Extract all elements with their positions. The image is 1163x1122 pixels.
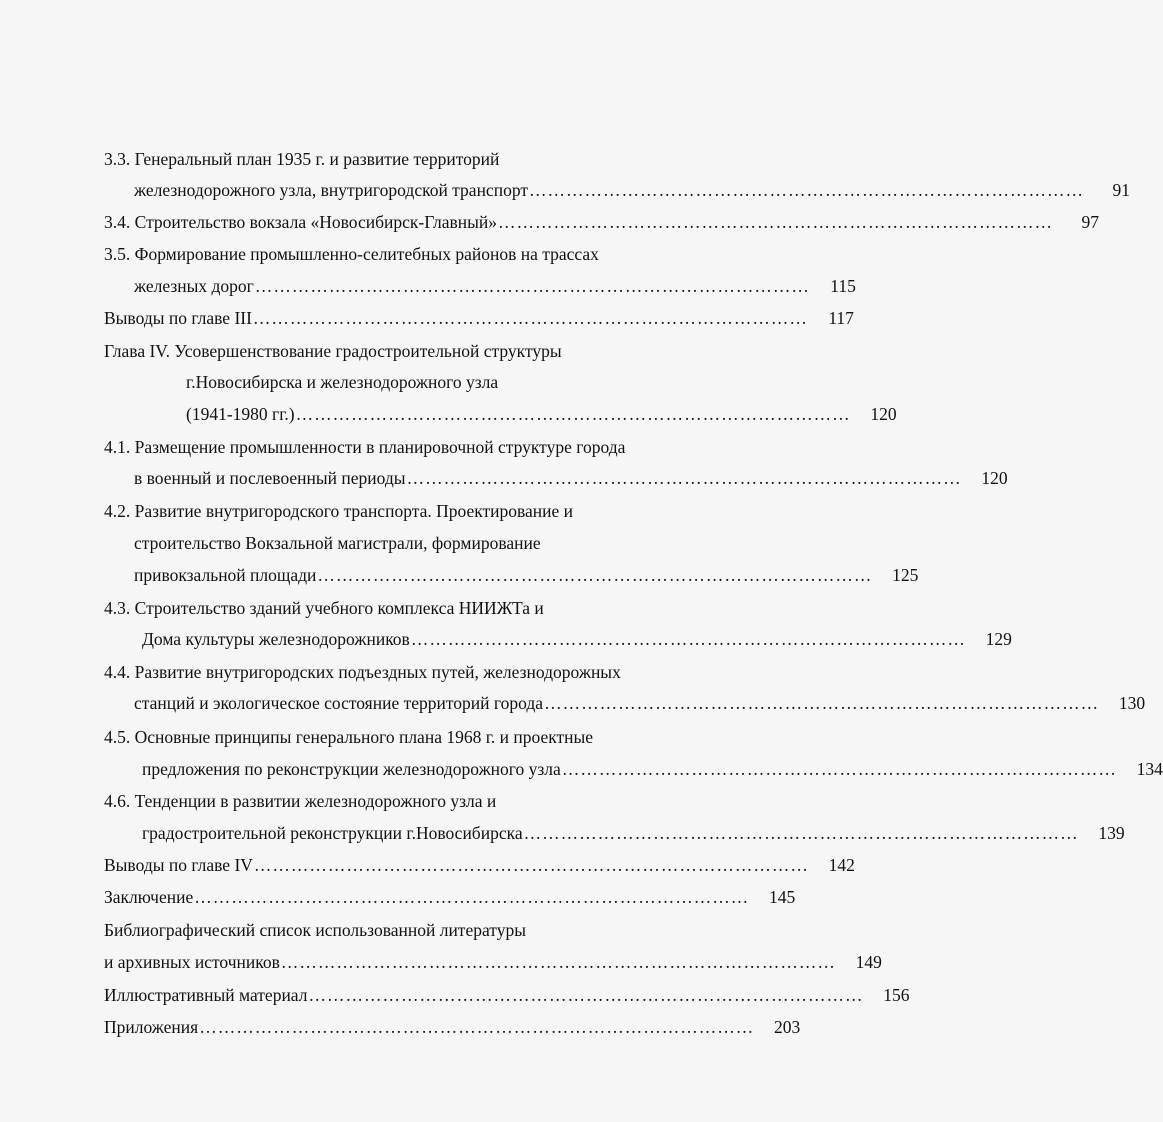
toc-page-number: 145 [769,887,796,907]
toc-entry-4-5 [142,758,1163,780]
toc-entry-4-2-line2: строительство Вокзальной магистрали, формирование [134,533,541,553]
toc-entry-4-3-line1: 4.3. Строительство зданий учебного комплекса НИИЖТа и [104,598,544,618]
toc-page-number: 130 [1118,693,1146,713]
toc-entry-4-5-line2: предложения по реконструкции железнодорожного узла [142,759,561,779]
dot-leader: ……………………………………………………………………………… [254,276,810,296]
toc-entry-4-1-line2: в военный и послевоенный периоды [134,468,406,488]
toc-entry-conclusion-label: Заключение [104,887,194,907]
toc-page-number: 149 [855,952,882,972]
toc-entry-bibliography-line1: Библиографический список использованной литературы [104,920,526,940]
toc-entry-3-4-line1: 3.4. Строительство вокзала «Новосибирск-Главный» [104,212,497,232]
toc-page-number: 120 [870,404,897,424]
toc-page-number: 117 [828,308,854,328]
toc-chapter-4-line1: Глава IV. Усовершенствование градостроительной структуры [104,341,562,361]
toc-entry-illustrations [104,984,910,1006]
toc-entry-bibliography [104,951,882,973]
dot-leader: ……………………………………………………………………………… [498,212,1053,232]
toc-entry-4-2-line3: привокзальной площади [134,565,317,585]
toc-entry-conclusions-4 [104,854,855,876]
toc-entry-4-1-line1: 4.1. Размещение промышленности в планировочной структуре города [104,437,626,457]
toc-entry-3-3-line1: 3.3. Генеральный план 1935 г. и развитие территорий [104,149,500,169]
dot-leader: ……………………………………………………………………………… [199,1017,755,1037]
dot-leader: ……………………………………………………………………………… [295,404,851,424]
toc-entry-3-5 [134,275,856,297]
toc-entry-3-5-line2: железных дорог [134,276,254,296]
dot-leader: ……………………………………………………………………………… [252,308,808,328]
dot-leader: ……………………………………………………………………………… [528,180,1084,200]
toc-entry-4-5-line1: 4.5. Основные принципы генерального плана 1968 г. и проектные [104,727,594,747]
toc-entry-bibliography-line2: и архивных источников [104,952,280,972]
toc-chapter-4-line2: г.Новосибирска и железнодорожного узла [186,372,499,392]
toc-entry-conclusion [104,886,796,908]
dot-leader: ……………………………………………………………………………… [317,565,873,585]
dot-leader: ……………………………………………………………………………… [280,952,836,972]
toc-entry-conclusions-3 [104,307,854,329]
toc-page-number: 120 [981,468,1008,488]
toc-entry-conclusions-4-label: Выводы по главе IV [104,855,253,875]
toc-entry-4-4-line2: станций и экологическое состояние территорий города [134,693,544,713]
toc-chapter-4 [186,403,897,425]
toc-page-number: 91 [1112,180,1130,200]
dot-leader: ……………………………………………………………………………… [410,629,966,649]
toc-entry-4-2-line1: 4.2. Развитие внутригородского транспорта. Проектирование и [104,501,574,521]
dot-leader: ……………………………………………………………………………… [561,759,1117,779]
toc-page-number: 139 [1098,823,1125,843]
toc-page-number: 134 [1136,759,1163,779]
toc-entry-4-6-line1: 4.6. Тенденции в развитии железнодорожного узла и [104,791,497,811]
toc-entry-3-3-line2: железнодорожного узла, внутригородской транспорт [134,180,528,200]
toc-entry-4-3 [142,628,1012,650]
toc-chapter-4-line3: (1941-1980 гг.) [186,404,295,424]
toc-entry-3-3 [134,179,1130,201]
toc-page-number: 125 [892,565,919,585]
toc-entry-conclusions-3-label: Выводы по главе III [104,308,252,328]
toc-entry-3-5-line1: 3.5. Формирование промышленно-селитебных районов на трассах [104,244,599,264]
toc-page-number: 115 [830,276,856,296]
dot-leader: ……………………………………………………………………………… [194,887,750,907]
dot-leader: ……………………………………………………………………………… [523,823,1079,843]
toc-entry-4-3-line2: Дома культуры железнодорожников [142,629,410,649]
toc-entry-appendix-label: Приложения [104,1017,199,1037]
dot-leader: ……………………………………………………………………………… [253,855,809,875]
toc-entry-4-4-line1: 4.4. Развитие внутригородских подъездных путей, железнодорожных [104,662,621,682]
toc-entry-4-6 [142,822,1125,844]
toc-entry-4-1 [134,467,1008,489]
toc-entry-illustrations-label: Иллюстративный материал [104,985,308,1005]
dot-leader: ……………………………………………………………………………… [308,985,864,1005]
toc-page-number: 142 [828,855,855,875]
dot-leader: ……………………………………………………………………………… [406,468,962,488]
toc-entry-4-4 [134,692,1146,714]
toc-page-number: 203 [773,1017,801,1037]
toc-entry-4-2 [134,564,919,586]
toc-page-number: 156 [883,985,910,1005]
dot-leader: ……………………………………………………………………………… [544,693,1100,713]
toc-entry-3-4 [104,211,1099,233]
toc-entry-4-6-line2: градостроительной реконструкции г.Новосибирска [142,823,523,843]
toc-page-number: 97 [1081,212,1099,232]
toc-entry-appendix [104,1016,801,1038]
toc-page-number: 129 [985,629,1012,649]
